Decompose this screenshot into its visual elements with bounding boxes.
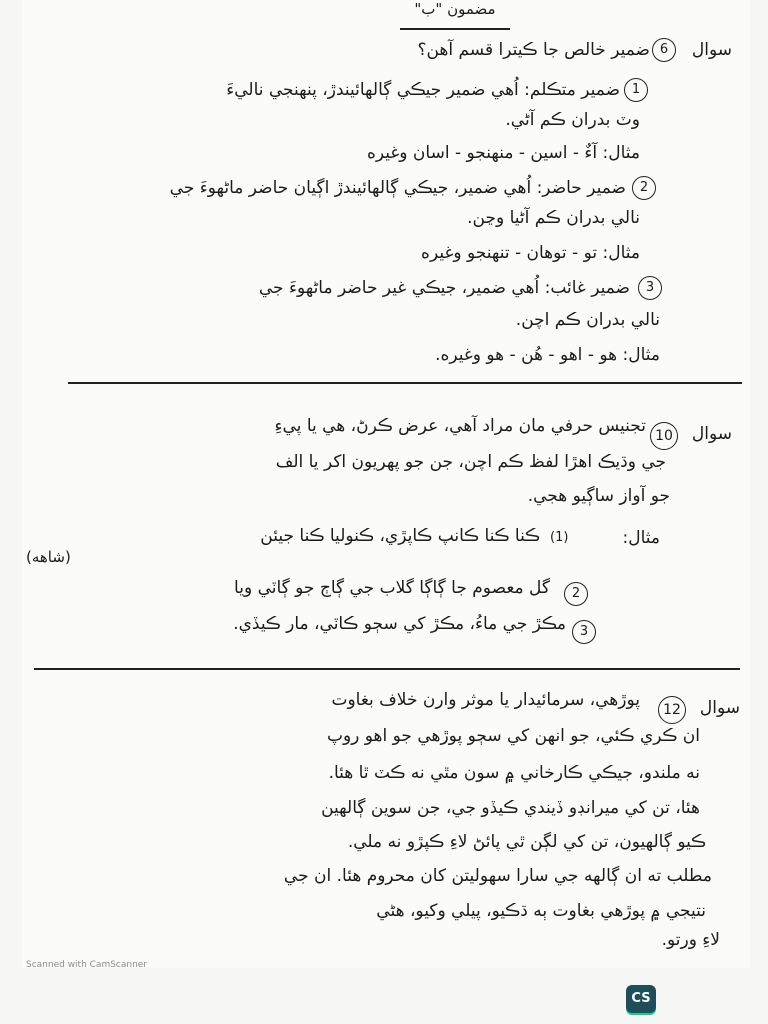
- q10-example-1-source: (شاهه): [26, 548, 71, 566]
- q12-line4: هئا، تن کي ميرانڊو ڏيندي ڪيڏو جي، جن سوين ڳالهين: [321, 798, 700, 818]
- q10-ex1-num: (1): [550, 530, 569, 545]
- q10-line2: جي وڌيڪ اهڙا لفظ ڪم اچن، جن جو پهريون اکر يا الف: [275, 452, 666, 472]
- q12-line8: لاءِ ورتو.: [661, 930, 720, 950]
- q10-ex2-num-badge: [564, 582, 588, 606]
- q10-example-3: مڪڙ جي ماءُ، مڪڙ کي سڄو ڪاٽي، مار ڪيڏي.: [233, 614, 566, 634]
- q6-p3-line1: ضمير غائب: اُهي ضمير، جيڪي غير حاضر ماڻهوءَ جي: [258, 278, 630, 298]
- q6-p1-line2: وٽ بدران ڪم آڻي.: [505, 110, 640, 130]
- q6-p3-num-badge: [638, 276, 662, 300]
- q6-label: سوال: [691, 40, 732, 60]
- q6-p1-line1: ضمير متڪلم: اُهي ضمير جيڪي ڳالهائيندڙ، پنهنجي ناليءَ: [226, 80, 620, 100]
- q10-ex2-num: 2: [564, 582, 588, 606]
- q10-ex1-num-value: 1: [555, 530, 564, 545]
- q12-line3: نه ملندو، جيڪي ڪارخاني ۾ سون مٿي نه ڪٽ ٿا هئا.: [328, 763, 700, 783]
- q12-line2: ان ڪري ڪئي، جو انهن کي سڄو پوڙهي جو اهو روپ: [326, 726, 700, 746]
- q6-p3-line2: نالي بدران ڪم اچن.: [515, 310, 660, 330]
- q10-line1: تجنيس حرفي مان مراد آهي، عرض ڪرڻ، هي يا پيءِ: [274, 416, 646, 436]
- q6-p2-num-badge: [632, 176, 656, 200]
- q6-p2-example: مثال: تو - توهان - تنهنجو وغيره: [421, 243, 640, 263]
- q10-ex3-num-badge: [572, 620, 596, 644]
- q12-number: 12: [658, 696, 686, 724]
- q12-line6: مطلب ته ان ڳالهه جي سارا سهوليتن کان محروم هئا. ان جي: [283, 866, 712, 886]
- q10-example-label: مثال:: [622, 528, 660, 548]
- camscanner-logo-icon[interactable]: CS: [626, 985, 656, 1013]
- q12-line7: نتيجي ۾ پوڙهي بغاوت ٻه ڌڪيو، پيلي وکيو، هڻي: [376, 901, 706, 921]
- q10-example-2: گل معصوم جا ڳاڳا گلاب جي ڳاڄ جو ڳاٽي ويا: [234, 578, 550, 598]
- q10-example-1: ڪنا ڪنا ڪانپ ڪاپڙي، ڪنوليا ڪنا جيئن: [260, 526, 540, 546]
- q6-p3-example: مثال: هو - اهو - هُن - هو وغيره.: [435, 345, 660, 365]
- q6-p2-num: 2: [632, 176, 656, 200]
- q10-number: 10: [650, 422, 678, 450]
- q10-label: سوال: [691, 424, 732, 444]
- q10-ex3-num: 3: [572, 620, 596, 644]
- section-divider-2: [34, 668, 740, 670]
- q12-number-badge: [658, 696, 686, 724]
- q6-p1-example: مثال: آءٌ - اسين - منهنجو - اسان وغيره: [367, 143, 640, 163]
- q6-p1-num: 1: [624, 78, 648, 102]
- section-divider-1: [68, 382, 742, 384]
- q6-p2-line2: نالي بدران ڪم آڻيا وڃن.: [467, 208, 640, 228]
- q10-number-badge: [650, 422, 678, 450]
- q6-number-badge: [652, 38, 676, 62]
- q12-line5: ڪيو ڳالهيون، تن کي لڳن ٿي پائڻ لاءِ ڪپڙو نه ملي.: [347, 832, 706, 852]
- q12-line1: پوڙهي، سرمائيدار يا موثر وارن خلاف بغاوت: [331, 690, 640, 710]
- q6-title: ضمير خالص جا ڪيترا قسم آهن؟: [417, 40, 650, 60]
- q6-number: 6: [652, 38, 676, 62]
- scanner-footer: Scanned with CamScanner: [26, 960, 148, 970]
- top-heading: مضمون "ب": [414, 0, 496, 18]
- q6-p1-num-badge: [624, 78, 648, 102]
- q6-p2-line1: ضمير حاضر: اُهي ضمير، جيڪي ڳالهائيندڙ اڳيان حاضر ماڻهوءَ جي: [169, 178, 626, 198]
- q6-p3-num: 3: [638, 276, 662, 300]
- q12-label: سوال: [699, 698, 740, 718]
- q10-line3: جو آواز ساڳيو هجي.: [527, 486, 670, 506]
